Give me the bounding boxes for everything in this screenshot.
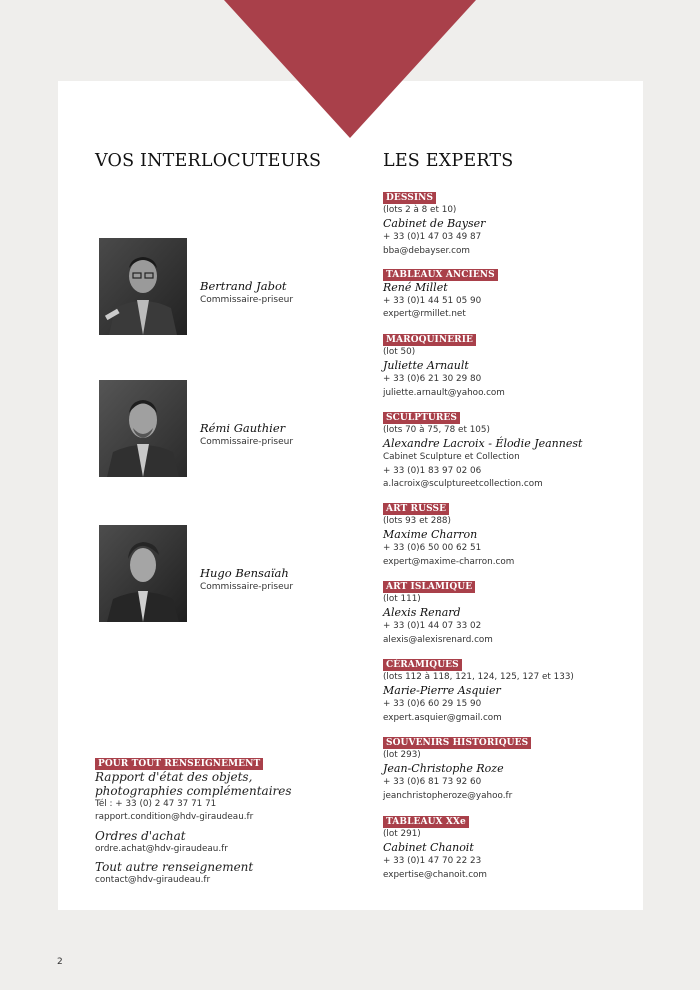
expert-entry bbox=[383, 730, 643, 803]
category-tag: ART ISLAMIQUE bbox=[383, 581, 475, 593]
expert-phone: + 33 (0)6 81 73 92 60 bbox=[383, 777, 482, 788]
condition-email[interactable]: rapport.condition@hdv-giraudeau.fr bbox=[95, 812, 254, 823]
person-role: Commissaire-priseur bbox=[200, 295, 294, 305]
expert-entry bbox=[383, 262, 643, 322]
portrait-photo bbox=[99, 380, 187, 477]
expert-phone: + 33 (0)1 47 70 22 23 bbox=[383, 856, 482, 867]
interlocutors-title: VOS INTERLOCUTEURS bbox=[95, 151, 322, 171]
expert-entry bbox=[383, 652, 643, 725]
condition-title: Rapport d'état des objets, bbox=[95, 770, 253, 784]
other-email[interactable]: contact@hdv-giraudeau.fr bbox=[95, 874, 211, 885]
expert-lots: (lots 70 à 75, 78 et 105) bbox=[383, 425, 490, 435]
category-tag: ART RUSSE bbox=[383, 503, 449, 515]
expert-phone: + 33 (0)6 50 00 62 51 bbox=[383, 543, 482, 554]
expert-name: Alexandre Lacroix - Élodie Jeannest bbox=[383, 437, 583, 451]
decorative-triangle bbox=[224, 0, 476, 138]
expert-lots: (lot 293) bbox=[383, 750, 421, 760]
expert-name: Alexis Renard bbox=[383, 606, 461, 620]
expert-email[interactable]: juliette.arnault@yahoo.com bbox=[383, 387, 505, 398]
expert-email[interactable]: a.lacroix@sculptureetcollection.com bbox=[383, 478, 543, 489]
expert-name: René Millet bbox=[383, 281, 448, 294]
expert-entry bbox=[383, 327, 643, 400]
info-block bbox=[95, 751, 355, 887]
person-name: Hugo Bensaïah bbox=[200, 566, 289, 580]
expert-name: Jean-Christophe Roze bbox=[383, 762, 504, 776]
portrait-photo bbox=[99, 525, 187, 622]
expert-lots: (lots 93 et 288) bbox=[383, 516, 451, 526]
expert-email[interactable]: bba@debayser.com bbox=[383, 245, 470, 256]
expert-email[interactable]: expertise@chanoit.com bbox=[383, 869, 487, 880]
info-tag: POUR TOUT RENSEIGNEMENT bbox=[95, 758, 263, 770]
expert-lots: (lot 50) bbox=[383, 347, 416, 357]
category-tag: TABLEAUX ANCIENS bbox=[383, 269, 498, 281]
expert-cabinet: Cabinet Sculpture et Collection bbox=[383, 452, 520, 463]
person-name: Bertrand Jabot bbox=[200, 279, 287, 293]
category-tag: SCULPTURES bbox=[383, 412, 460, 424]
expert-entry bbox=[383, 809, 643, 882]
orders-email[interactable]: ordre.achat@hdv-giraudeau.fr bbox=[95, 843, 228, 854]
page-number: 2 bbox=[57, 957, 63, 967]
person-role: Commissaire-priseur bbox=[200, 582, 294, 592]
expert-lots: (lot 291) bbox=[383, 829, 421, 839]
other-title: Tout autre renseignement bbox=[95, 859, 254, 874]
expert-entry bbox=[383, 405, 643, 491]
expert-entry bbox=[383, 574, 643, 647]
category-tag: MAROQUINERIE bbox=[383, 334, 476, 346]
condition-title-2: photographies complémentaires bbox=[95, 784, 292, 798]
expert-lots: (lots 112 à 118, 121, 124, 125, 127 et 133) bbox=[383, 672, 574, 682]
expert-name: Cabinet de Bayser bbox=[383, 217, 486, 231]
experts-title: LES EXPERTS bbox=[383, 151, 514, 171]
person-role: Commissaire-priseur bbox=[200, 437, 294, 447]
category-tag: DESSINS bbox=[383, 192, 436, 204]
condition-tel: Tél : + 33 (0) 2 47 37 71 71 bbox=[95, 799, 217, 809]
expert-email[interactable]: alexis@alexisrenard.com bbox=[383, 634, 493, 645]
person-name: Rémi Gauthier bbox=[200, 421, 286, 435]
orders-title: Ordres d'achat bbox=[95, 828, 186, 843]
expert-phone: + 33 (0)1 44 07 33 02 bbox=[383, 621, 482, 632]
portrait-photo bbox=[99, 238, 187, 335]
expert-phone: + 33 (0)6 60 29 15 90 bbox=[383, 699, 482, 710]
category-tag: TABLEAUX XXe bbox=[383, 816, 469, 828]
expert-name: Maxime Charron bbox=[383, 528, 478, 542]
category-tag: CÉRAMIQUES bbox=[383, 659, 462, 671]
expert-email[interactable]: expert.asquier@gmail.com bbox=[383, 712, 502, 723]
expert-entry bbox=[383, 185, 643, 258]
expert-name: Cabinet Chanoit bbox=[383, 841, 474, 855]
expert-phone: + 33 (0)6 21 30 29 80 bbox=[383, 374, 482, 385]
expert-entry bbox=[383, 496, 643, 569]
expert-lots: (lots 2 à 8 et 10) bbox=[383, 205, 457, 215]
expert-phone: + 33 (0)1 44 51 05 90 bbox=[383, 296, 482, 306]
expert-email[interactable]: jeanchristopheroze@yahoo.fr bbox=[383, 790, 513, 801]
expert-email[interactable]: expert@rmillet.net bbox=[383, 309, 466, 320]
expert-name: Marie-Pierre Asquier bbox=[383, 684, 501, 698]
category-tag: SOUVENIRS HISTORIQUES bbox=[383, 737, 531, 749]
expert-lots: (lot 111) bbox=[383, 594, 421, 604]
expert-phone: + 33 (0)1 83 97 02 06 bbox=[383, 465, 482, 476]
expert-email[interactable]: expert@maxime-charron.com bbox=[383, 556, 515, 567]
expert-name: Juliette Arnault bbox=[383, 359, 469, 373]
expert-phone: + 33 (0)1 47 03 49 87 bbox=[383, 232, 482, 243]
